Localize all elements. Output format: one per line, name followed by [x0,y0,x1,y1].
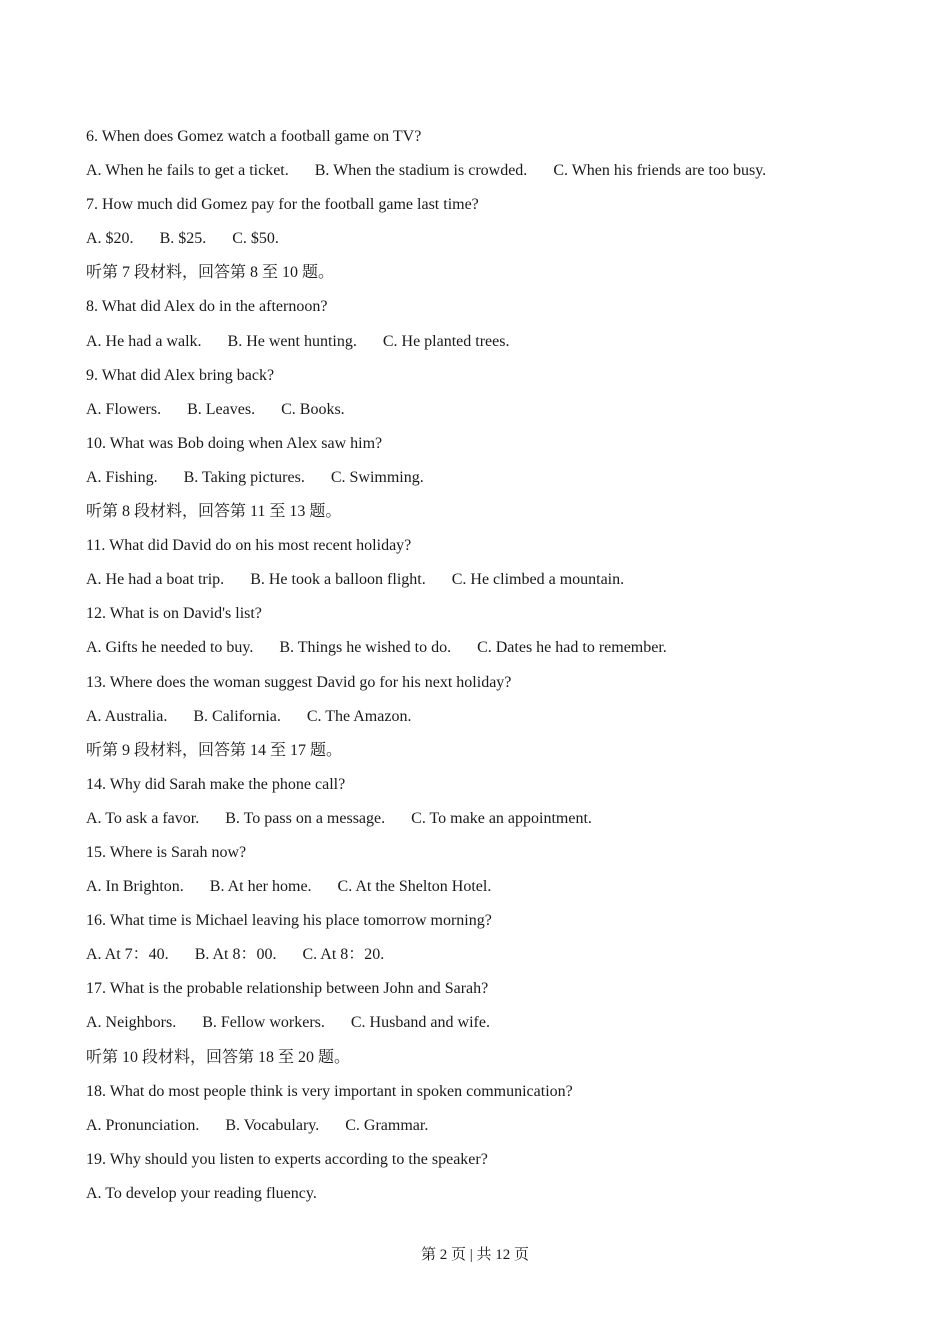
question-text: 8. What did Alex do in the afternoon? [86,298,328,316]
answer-options [86,635,886,669]
page-content [86,124,886,1215]
answer-options [86,874,886,908]
answer-option: A. To develop your reading fluency. [86,1184,317,1202]
answer-option: C. Grammar. [345,1116,429,1134]
question-text: 10. What was Bob doing when Alex saw him? [86,434,383,452]
section-instruction: 听第 10 段材料，回答第 18 至 20 题。 [86,1048,351,1066]
answer-option: C. Dates he had to remember. [477,639,667,657]
answer-option: B. Vocabulary. [225,1116,320,1134]
answer-option: B. $25. [159,230,207,248]
answer-option: A. $20. [86,230,134,248]
answer-option: C. When his friends are too busy. [553,162,767,180]
answer-option: A. When he fails to get a ticket. [86,162,289,180]
answer-option: B. California. [193,707,281,725]
page-footer: 第 2 页 | 共 12 页 [420,1247,529,1263]
question-text: 18. What do most people think is very important in spoken communication? [86,1082,573,1100]
answer-options [86,329,886,363]
answer-option: C. At 8：20. [302,946,385,964]
answer-option: A. Fishing. [86,468,158,486]
answer-options [86,567,886,601]
answer-option: C. Swimming. [330,468,424,486]
question-text: 13. Where does the woman suggest David go for his next holiday? [86,673,512,691]
answer-option: C. To make an appointment. [411,809,592,827]
answer-option: B. At 8：00. [194,946,277,964]
answer-options [86,1181,886,1215]
answer-option: B. At her home. [209,878,312,896]
answer-option: B. He took a balloon flight. [250,571,426,589]
answer-option: B. To pass on a message. [225,809,386,827]
answer-options [86,397,886,431]
answer-options [86,226,886,260]
answer-option: A. Flowers. [86,400,162,418]
answer-options [86,1113,886,1147]
section-instruction: 听第 8 段材料，回答第 11 至 13 题。 [86,503,342,521]
answer-option: B. Leaves. [187,400,256,418]
question-text: 12. What is on David's list? [86,605,262,623]
answer-option: B. Taking pictures. [183,468,305,486]
answer-option: C. Books. [281,400,345,418]
answer-options [86,158,886,192]
answer-option: A. He had a boat trip. [86,571,225,589]
answer-options [86,465,886,499]
answer-option: A. Neighbors. [86,1014,177,1032]
answer-option: B. Fellow workers. [202,1014,325,1032]
answer-options [86,704,886,738]
answer-option: A. At 7：40. [86,946,169,964]
answer-option: B. He went hunting. [227,332,357,350]
answer-option: C. He climbed a mountain. [451,571,625,589]
answer-option: A. He had a walk. [86,332,202,350]
answer-options [86,942,886,976]
answer-option: C. The Amazon. [306,707,412,725]
section-instruction: 听第 7 段材料，回答第 8 至 10 题。 [86,264,335,282]
answer-option: A. Gifts he needed to buy. [86,639,254,657]
question-text: 7. How much did Gomez pay for the football game last time? [86,196,479,214]
answer-option: B. When the stadium is crowded. [314,162,528,180]
answer-option: A. In Brighton. [86,878,184,896]
answer-option: B. Things he wished to do. [279,639,452,657]
answer-options [86,806,886,840]
question-text: 16. What time is Michael leaving his place tomorrow morning? [86,912,492,930]
question-text: 9. What did Alex bring back? [86,366,275,384]
answer-option: C. At the Shelton Hotel. [337,878,492,896]
answer-options [86,1010,886,1044]
question-text: 6. When does Gomez watch a football game on TV? [86,128,422,145]
answer-option: C. He planted trees. [382,332,510,350]
question-text: 14. Why did Sarah make the phone call? [86,775,346,793]
question-text: 19. Why should you listen to experts according to the speaker? [86,1150,488,1168]
question-text: 11. What did David do on his most recent holiday? [86,537,412,555]
answer-option: C. $50. [232,230,279,248]
answer-option: A. Australia. [86,707,168,725]
question-text: 17. What is the probable relationship between John and Sarah? [86,980,489,998]
answer-option: C. Husband and wife. [350,1014,490,1032]
answer-option: A. To ask a favor. [86,809,200,827]
answer-option: A. Pronunciation. [86,1116,200,1134]
section-instruction: 听第 9 段材料，回答第 14 至 17 题。 [86,741,343,759]
question-text: 15. Where is Sarah now? [86,843,247,861]
